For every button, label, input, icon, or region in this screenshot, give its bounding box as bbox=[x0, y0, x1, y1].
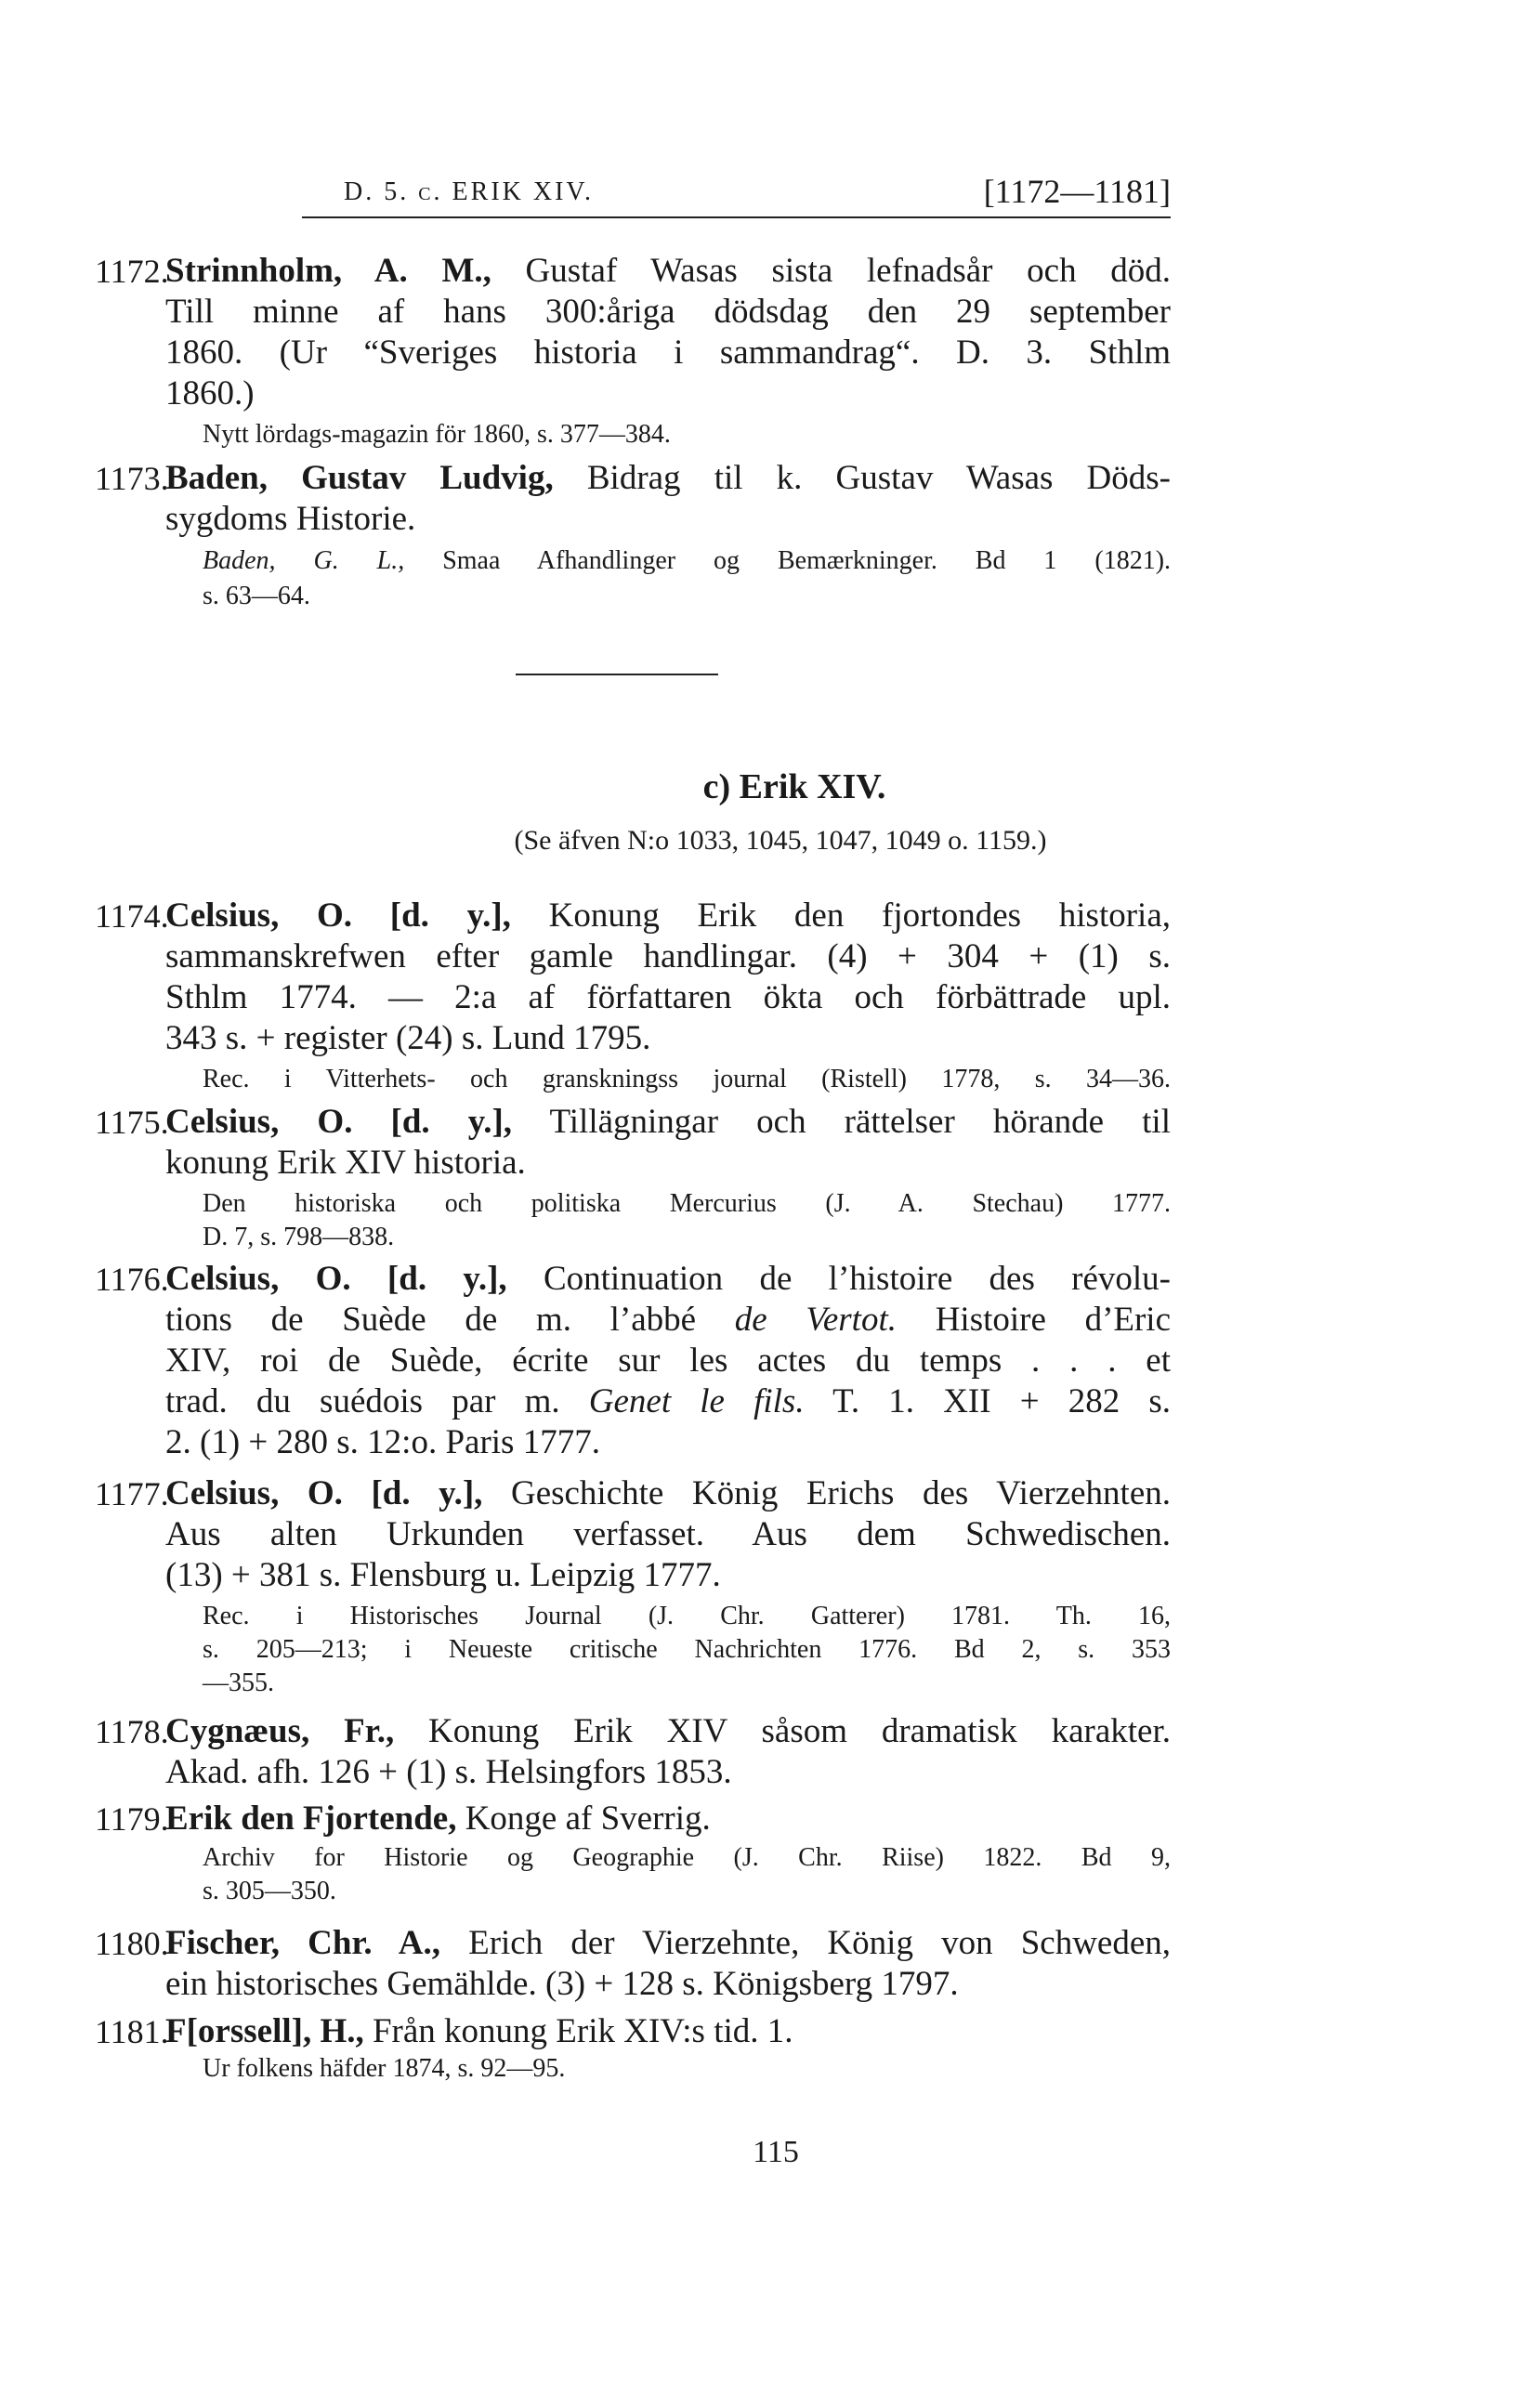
note-text: Smaa Afhandlinger og Bemærkninger. Bd 1 (1821). bbox=[442, 546, 1172, 575]
entry-note: Archiv for Historie og Geographie (J. Chr. Riise) 1822. Bd 9, bbox=[203, 1843, 1171, 1872]
entry-note: Nytt lördags-magazin för 1860, s. 377—384. bbox=[203, 420, 671, 449]
entry-line: Akad. afh. 126 + (1) s. Helsingfors 1853. bbox=[165, 1753, 732, 1791]
entry-note: s. 205—213; i Neueste critische Nachrichten 1776. Bd 2, s. 353 bbox=[203, 1635, 1171, 1664]
entry-line bbox=[165, 1473, 1171, 1514]
entry-author: Cygnæus, Fr., bbox=[165, 1712, 395, 1750]
entry-number: 1178. bbox=[95, 1713, 169, 1750]
entry-author: Celsius, O. [d. y.], bbox=[165, 1103, 513, 1141]
running-head-range: [1172—1181] bbox=[983, 173, 1171, 210]
entry-author: Fischer, Chr. A., bbox=[165, 1924, 440, 1962]
entry-number: 1180. bbox=[95, 1925, 169, 1962]
entry-line bbox=[165, 1923, 1171, 1964]
italic-name: de Vertot. bbox=[734, 1301, 897, 1339]
entry-author: F[orssell], H., bbox=[165, 2012, 364, 2050]
entry-line: XIV, roi de Suède, écrite sur les actes du temps . . . et bbox=[165, 1341, 1171, 1380]
entry-line: Sthlm 1774. — 2:a af författaren ökta och förbättrade upl. bbox=[165, 978, 1171, 1016]
entry-line: sygdoms Historie. bbox=[165, 500, 416, 538]
entry-line: (13) + 381 s. Flensburg u. Leipzig 1777. bbox=[165, 1556, 721, 1594]
entry-title: Gustaf Wasas sista lefnadsår och död. bbox=[525, 252, 1171, 290]
running-head bbox=[163, 172, 1171, 218]
entry-note bbox=[203, 544, 1171, 578]
entry-author: Celsius, O. [d. y.], bbox=[165, 896, 511, 935]
entry-line: Aus alten Urkunden verfasset. Aus dem Schwedischen. bbox=[165, 1515, 1171, 1553]
entry-title: Continuation de l’histoire des révolu- bbox=[543, 1260, 1171, 1298]
entry-line: 2. (1) + 280 s. 12:o. Paris 1777. bbox=[165, 1423, 600, 1461]
entry-line bbox=[165, 1259, 1171, 1300]
line-text: tions de Suède de m. l’abbé bbox=[165, 1301, 697, 1339]
page-number: 115 bbox=[753, 2135, 799, 2169]
entry-note: s. 63—64. bbox=[203, 582, 310, 610]
entry-line: Till minne af hans 300:åriga dödsdag den 29 september bbox=[165, 293, 1171, 331]
italic-name: Genet le fils. bbox=[588, 1382, 805, 1420]
running-head-section: D. 5. c. ERIK XIV. bbox=[344, 177, 595, 206]
entry-title: Tillägningar och rättelser hörande til bbox=[549, 1103, 1171, 1141]
entry-line bbox=[165, 1102, 1171, 1143]
entry-line bbox=[165, 1300, 1171, 1341]
line-text: trad. du suédois par m. bbox=[165, 1382, 560, 1420]
entry-line bbox=[165, 458, 1171, 499]
section-title: c) Erik XIV. bbox=[702, 767, 886, 806]
line-text: T. 1. XII + 282 s. bbox=[832, 1382, 1171, 1420]
entry-title: Konge af Sverrig. bbox=[465, 1799, 711, 1838]
entry-author: Celsius, O. [d. y.], bbox=[165, 1260, 507, 1298]
section-divider bbox=[516, 674, 718, 675]
entry-number: 1174. bbox=[95, 897, 169, 935]
entry-line: 1860.) bbox=[165, 374, 255, 412]
entry-author: Erik den Fjortende, bbox=[165, 1799, 457, 1838]
entry-line bbox=[165, 896, 1171, 936]
entry-line bbox=[165, 2011, 1171, 2052]
entry-author: Celsius, O. [d. y.], bbox=[165, 1474, 483, 1512]
entry-title: Konung Erik den fjortondes historia, bbox=[548, 896, 1171, 935]
entry-line bbox=[165, 251, 1171, 292]
entry-number: 1179. bbox=[95, 1800, 169, 1838]
entry-line: ein historisches Gemählde. (3) + 128 s. Königsberg 1797. bbox=[165, 1965, 959, 2003]
entry-author: Strinnholm, A. M., bbox=[165, 252, 491, 290]
note-author: Baden, G. L., bbox=[203, 546, 405, 575]
line-text: Histoire d’Eric bbox=[935, 1301, 1172, 1339]
entry-line: sammanskrefwen efter gamle handlingar. (4) + 304 + (1) s. bbox=[165, 937, 1171, 975]
running-head-rule bbox=[302, 216, 1171, 218]
entry-note: Ur folkens häfder 1874, s. 92—95. bbox=[203, 2054, 566, 2083]
section-see-also: (Se äfven N:o 1033, 1045, 1047, 1049 o. 1159.) bbox=[514, 825, 1047, 856]
entry-note: Den historiska och politiska Mercurius (J. A. Stechau) 1777. bbox=[203, 1189, 1171, 1218]
entry-title: Geschichte König Erichs des Vierzehnten. bbox=[510, 1474, 1171, 1512]
entry-line bbox=[165, 1711, 1171, 1752]
entry-note: D. 7, s. 798—838. bbox=[203, 1223, 395, 1251]
entry-number: 1175. bbox=[95, 1104, 169, 1141]
entry-note: Rec. i Historisches Journal (J. Chr. Gatterer) 1781. Th. 16, bbox=[203, 1602, 1171, 1630]
entry-number: 1172. bbox=[95, 253, 169, 290]
entry-line: konung Erik XIV historia. bbox=[165, 1144, 526, 1182]
entry-number: 1181. bbox=[95, 2013, 169, 2050]
entry-title: Från konung Erik XIV:s tid. 1. bbox=[372, 2012, 793, 2050]
entry-note: s. 305—350. bbox=[203, 1877, 336, 1905]
entry-title: Erich der Vierzehnte, König von Schweden, bbox=[468, 1924, 1172, 1962]
entry-author: Baden, Gustav Ludvig, bbox=[165, 459, 554, 497]
entry-note: Rec. i Vitterhets- och granskningss journal (Ristell) 1778, s. 34—36. bbox=[203, 1065, 1171, 1093]
entry-note: —355. bbox=[203, 1669, 274, 1697]
entry-line bbox=[165, 1381, 1171, 1422]
entry-number: 1177. bbox=[95, 1475, 169, 1512]
entry-number: 1173. bbox=[95, 460, 169, 497]
entry-number: 1176. bbox=[95, 1261, 169, 1298]
entry-line: 343 s. + register (24) s. Lund 1795. bbox=[165, 1019, 651, 1057]
entry-line bbox=[165, 1799, 1171, 1839]
entry-line: 1860. (Ur “Sveriges historia i sammandrag“. D. 3. Sthlm bbox=[165, 334, 1171, 372]
entry-title: Konung Erik XIV såsom dramatisk karakter. bbox=[428, 1712, 1171, 1750]
entry-title: Bidrag til k. Gustav Wasas Döds- bbox=[586, 459, 1172, 497]
